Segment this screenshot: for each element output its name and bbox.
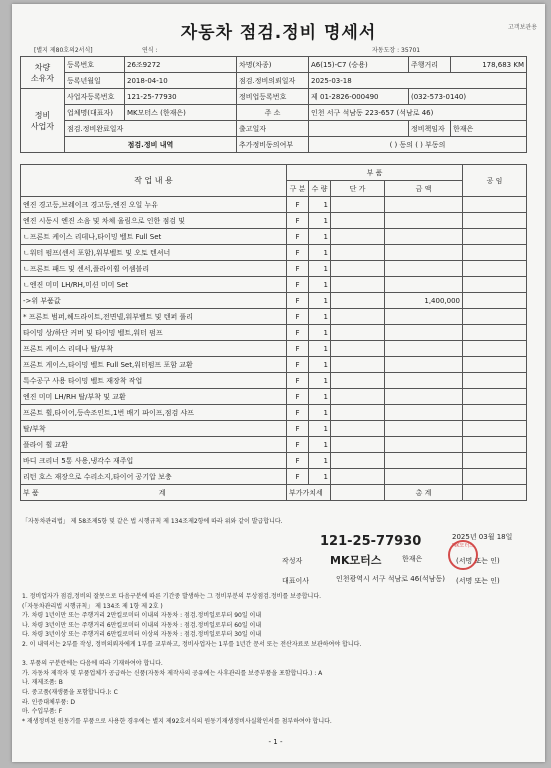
part-kind: F <box>287 277 309 293</box>
labor-cost <box>463 373 527 389</box>
labor-cost <box>463 309 527 325</box>
part-qty: 1 <box>309 213 331 229</box>
shop-phone: (032-573-0140) <box>409 89 527 105</box>
note-line: 가. 차령 1년이만 또는 주행거리 2만킬로미터 이내의 자동차 : 점검.정비일로부터 90일 이내 <box>22 612 262 620</box>
check-date-value: 2025-03-18 <box>309 73 527 89</box>
work-item: 프론트 케이스 리데나 탈/부착 <box>21 341 287 357</box>
company-seal: MK모터스 <box>448 540 478 570</box>
table-row <box>21 357 527 373</box>
part-unit <box>331 261 385 277</box>
part-kind: F <box>287 245 309 261</box>
work-item: * 프론트 범퍼,헤드라이트,전면넬,워부벨트 및 텐퍼 풀리 <box>21 309 287 325</box>
part-kind: F <box>287 421 309 437</box>
part-kind: F <box>287 453 309 469</box>
issuer-name: MK모터스 <box>330 554 382 567</box>
parts-header: 부 품 <box>287 165 463 181</box>
note-line: 다. 차령 3년이상 또는 주행거리 6만킬로미터 이상의 자동차 : 점검.정비일로부터 30일 이내 <box>22 631 262 639</box>
amount-header: 금 액 <box>385 181 463 197</box>
part-unit <box>331 293 385 309</box>
finish-date-label: 점검.정비완료일자 <box>65 121 237 137</box>
part-unit <box>331 325 385 341</box>
part-qty: 1 <box>309 229 331 245</box>
note-line: 가. 자동차 제작자 및 부품업체가 공급하는 신품(자동차 제작사의 공유에는 사후관리를 보증부품을 포함합니다.) : A <box>22 669 323 677</box>
owner-name: 한재은 <box>402 555 423 563</box>
note-line: 3. 부품의 구분란에는 다음에 따라 기재하여야 합니다. <box>22 660 163 668</box>
part-unit <box>331 405 385 421</box>
copy-tag: 고객보관용 <box>508 24 537 31</box>
note-line: * 재생정비된 원동기를 부품으로 사용한 경우에는 별지 제92호서식의 원동기재생정비사실확인서를 첨부하여야 합니다. <box>22 717 332 725</box>
part-kind: F <box>287 293 309 309</box>
labor-cost <box>463 389 527 405</box>
work-item: 탈/부착 <box>21 421 287 437</box>
note-line: 라. 인증대체부품: D <box>22 698 75 706</box>
work-item: 특수공구 사용 타이밍 벨트 재장착 작업 <box>21 373 287 389</box>
bizno-label: 사업자등록번호 <box>65 89 125 105</box>
rep-label: 대표이사 <box>282 577 310 585</box>
labor-cost <box>463 261 527 277</box>
table-row <box>21 197 527 213</box>
total-label: 계 <box>158 488 166 497</box>
part-qty: 1 <box>309 373 331 389</box>
biz-section-label: 정비 사업자 <box>21 89 65 153</box>
labor-cost <box>463 229 527 245</box>
add-work-label: 추가정비동의여부 <box>237 137 309 153</box>
part-qty: 1 <box>309 405 331 421</box>
note-line: 나. 재제조품: B <box>22 679 63 687</box>
work-item: 프론트 휠,타이어,등속조인트,1번 배기 파이프,점검 샤프 <box>21 405 287 421</box>
bizno-value: 121-25-77930 <box>125 89 237 105</box>
labor-cost <box>463 341 527 357</box>
owner-section-label: 차량 소유자 <box>21 57 65 89</box>
table-row <box>21 341 527 357</box>
part-qty: 1 <box>309 341 331 357</box>
work-items-header: 작 업 내 용 <box>21 165 287 197</box>
table-row <box>21 213 527 229</box>
out-date-label: 출고일자 <box>237 121 309 137</box>
table-row <box>21 389 527 405</box>
work-item: 바디 크리너 5통 사용,냉각수 재주입 <box>21 453 287 469</box>
address-value: 인천 서구 석남동 223-657 (석남로 46) <box>309 105 527 121</box>
page-number: - 1 - <box>268 738 283 746</box>
part-amount <box>385 341 463 357</box>
part-unit <box>331 197 385 213</box>
part-unit <box>331 341 385 357</box>
part-amount <box>385 357 463 373</box>
shop-name-label: 업체명(대표자) <box>65 105 125 121</box>
part-qty: 1 <box>309 469 331 485</box>
work-section-label: 점검.정비 내역 <box>65 137 237 153</box>
address-label: 주 소 <box>237 105 309 121</box>
part-kind: F <box>287 341 309 357</box>
shop-name-value: MK모터스 (한재은) <box>125 105 237 121</box>
labor-cost <box>463 245 527 261</box>
mileage-value: 178,683 KM <box>451 57 527 73</box>
work-item: 엔진 미미 LH/RH 탈/부착 및 교환 <box>21 389 287 405</box>
part-unit <box>331 357 385 373</box>
table-row <box>21 437 527 453</box>
part-unit <box>331 389 385 405</box>
sign-or-seal-2: (서명 또는 인) <box>456 577 500 585</box>
part-amount <box>385 197 463 213</box>
notes-section <box>22 592 522 726</box>
part-kind: F <box>287 261 309 277</box>
bizno-stamp: 121-25-77930 <box>320 534 422 549</box>
labor-cost <box>463 421 527 437</box>
part-kind: F <box>287 437 309 453</box>
unit-header: 단 가 <box>331 181 385 197</box>
part-qty: 1 <box>309 293 331 309</box>
labor-cost <box>463 405 527 421</box>
part-qty: 1 <box>309 437 331 453</box>
part-unit <box>331 309 385 325</box>
part-kind: F <box>287 357 309 373</box>
work-item: ㄴ엔진 미미 LH/RH,미션 미미 Set <box>21 277 287 293</box>
table-row <box>21 261 527 277</box>
model-value: A6(15)-C7 (승용) <box>309 57 409 73</box>
part-qty: 1 <box>309 453 331 469</box>
labor-cost <box>463 325 527 341</box>
part-amount <box>385 277 463 293</box>
part-amount: 1,400,000 <box>385 293 463 309</box>
shop-reg-value: 제 01-2826-000490 <box>309 89 409 105</box>
part-unit <box>331 277 385 293</box>
labor-cost <box>463 293 527 309</box>
part-qty: 1 <box>309 245 331 261</box>
reg-no-label: 등록번호 <box>65 57 125 73</box>
work-item: ->위 부품값 <box>21 293 287 309</box>
work-item: ㄴ프론트 패드 및 센서,플라이휠 어셈블리 <box>21 261 287 277</box>
part-kind: F <box>287 469 309 485</box>
table-row <box>21 469 527 485</box>
part-unit <box>331 245 385 261</box>
work-item: 엔진 시동시 엔진 소음 및 차체 울림으로 인한 점검 및 <box>21 213 287 229</box>
kind-header: 구 분 <box>287 181 309 197</box>
part-qty: 1 <box>309 357 331 373</box>
labor-cost <box>463 469 527 485</box>
work-item: 타이밍 상/하단 커버 및 타이밍 벨트,워터 펌프 <box>21 325 287 341</box>
part-amount <box>385 421 463 437</box>
part-amount <box>385 229 463 245</box>
part-qty: 1 <box>309 309 331 325</box>
part-kind: F <box>287 325 309 341</box>
part-unit <box>331 213 385 229</box>
part-unit <box>331 469 385 485</box>
labor-cost <box>463 437 527 453</box>
issuer-label: 작성자 <box>282 557 303 565</box>
manager-label: 정비책임자 <box>409 121 451 137</box>
table-row <box>21 325 527 341</box>
parts-total-label: 부 품 <box>23 488 39 497</box>
part-unit <box>331 421 385 437</box>
table-row <box>21 453 527 469</box>
labor-cost <box>463 453 527 469</box>
part-kind: F <box>287 213 309 229</box>
part-kind: F <box>287 229 309 245</box>
table-row <box>21 405 527 421</box>
part-amount <box>385 309 463 325</box>
table-row <box>21 373 527 389</box>
part-unit <box>331 437 385 453</box>
part-amount <box>385 245 463 261</box>
note-line: (「자동차관리법 시행규칙」 제 134조 제 1항 제 2호 ) <box>22 602 163 610</box>
check-date-label: 점검.정비의뢰일자 <box>237 73 309 89</box>
reg-no-value: 26조9272 <box>125 57 237 73</box>
grand-total-label: 총 계 <box>385 485 463 501</box>
document-title: 자동차 점검.정비 명세서 <box>180 23 377 43</box>
law-statement: 「자동차관리법」 제 58조제5항 및 같은 법 시행규칙 제 134조제2항에 따라 위와 같이 발급합니다. <box>22 518 283 525</box>
reg-date-label: 등록년월일 <box>65 73 125 89</box>
labor-cost <box>463 197 527 213</box>
note-line <box>22 650 522 660</box>
part-amount <box>385 373 463 389</box>
reg-date-value: 2018-04-10 <box>125 73 237 89</box>
part-amount <box>385 389 463 405</box>
part-amount <box>385 469 463 485</box>
note-line: 2. 이 내역서는 2부를 작성, 정비의뢰자에게 1부를 교부하고, 정비사업자는 1부를 1년간 문서 또는 전산자료로 보관하여야 합니다. <box>22 640 362 648</box>
form-number: [별지 제80호의2서식] <box>34 47 93 54</box>
labor-cost <box>463 357 527 373</box>
part-unit <box>331 229 385 245</box>
vehicle-info-table <box>20 56 527 153</box>
part-amount <box>385 405 463 421</box>
part-amount <box>385 437 463 453</box>
part-qty: 1 <box>309 277 331 293</box>
mileage-label: 주행거리 <box>409 57 451 73</box>
work-item: 프론트 게이스,타이밍 벨트 Full Set,워터펌프 포함 교환 <box>21 357 287 373</box>
work-item: 엔진 경고등,브레이크 경고등,엔진 오일 누유 <box>21 197 287 213</box>
part-qty: 1 <box>309 389 331 405</box>
part-amount <box>385 453 463 469</box>
model-label: 차명(차종) <box>237 57 309 73</box>
serial-label: 연식 : <box>142 47 158 54</box>
part-qty: 1 <box>309 421 331 437</box>
labor-header: 공 임 <box>463 165 527 197</box>
part-kind: F <box>287 389 309 405</box>
labor-cost <box>463 277 527 293</box>
record-label: 자동도장 : 35701 <box>372 47 421 54</box>
part-amount <box>385 261 463 277</box>
table-row <box>21 277 527 293</box>
table-row <box>21 245 527 261</box>
part-unit <box>331 453 385 469</box>
manager-value: 한재은 <box>451 121 527 137</box>
work-items-table <box>20 164 527 501</box>
parts-total-row <box>21 485 287 501</box>
table-row <box>21 421 527 437</box>
add-work-agree: ( ) 동의 ( ) 부동의 <box>309 137 527 153</box>
part-unit <box>331 373 385 389</box>
shop-reg-label: 정비업등록번호 <box>237 89 309 105</box>
issue-date: 2025년 03월 18일 <box>452 533 513 541</box>
part-qty: 1 <box>309 325 331 341</box>
part-kind: F <box>287 309 309 325</box>
part-qty: 1 <box>309 197 331 213</box>
work-item: 플라이 휠 교환 <box>21 437 287 453</box>
labor-cost <box>463 213 527 229</box>
sign-or-seal: (서명 또는 인) <box>456 557 500 565</box>
vat-label: 부가가치세 <box>287 485 331 501</box>
work-item: ㄴ워터 펌프(센서 포함),워부벨트 및 오토 텐셔너 <box>21 245 287 261</box>
note-line: 1. 정비업자가 점검,정비의 잘못으로 다음구분에 따른 기간중 발생하는 그 정비부분의 무상점검.정비를 보증합니다. <box>22 593 322 600</box>
part-kind: F <box>287 197 309 213</box>
part-kind: F <box>287 405 309 421</box>
note-line: 다. 중고품(재생품을 포함합니다.): C <box>22 688 118 696</box>
note-line: 마. 수입부품: F <box>22 708 63 716</box>
table-row <box>21 309 527 325</box>
note-line: 나. 차령 3년이만 또는 주행거리 6만킬로미터 이내의 자동차 : 점검.정비일로부터 60일 이내 <box>22 621 262 629</box>
part-amount <box>385 213 463 229</box>
part-amount <box>385 325 463 341</box>
part-qty: 1 <box>309 261 331 277</box>
table-row <box>21 229 527 245</box>
table-row <box>21 293 527 309</box>
part-kind: F <box>287 373 309 389</box>
rep-address: 인천광역시 서구 석남로 46(석남동) <box>336 575 445 583</box>
work-item: 리턴 호스 재장으로 수리소지,타이어 공기압 보충 <box>21 469 287 485</box>
work-item: ㄴ프론트 케이스 리데나,타이밍 벨트 Full Set <box>21 229 287 245</box>
qty-header: 수 량 <box>309 181 331 197</box>
